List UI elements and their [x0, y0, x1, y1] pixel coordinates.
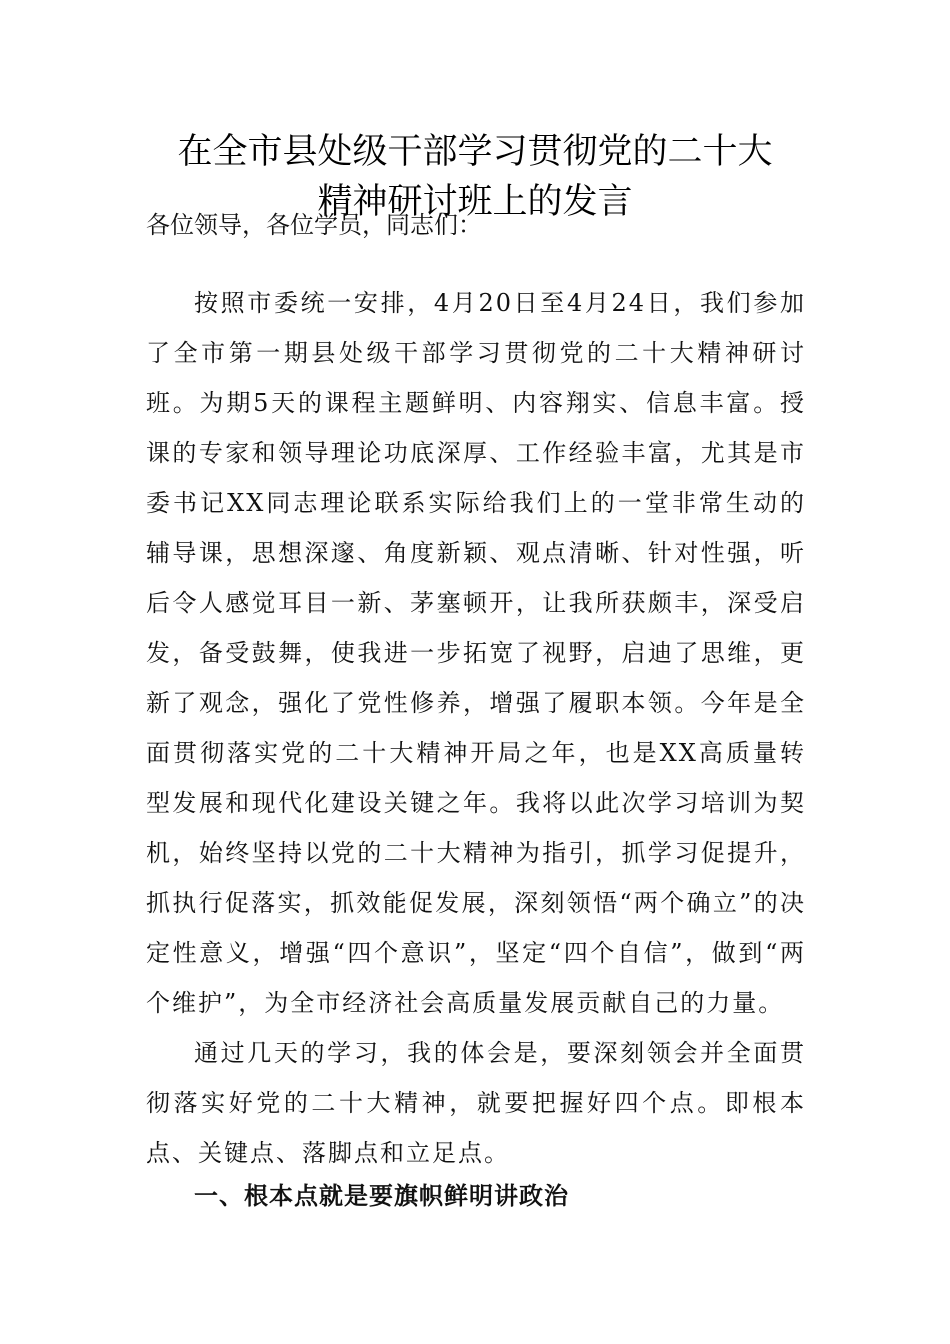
paragraph-1: 按照市委统一安排，4月20日至4月24日，我们参加了全市第一期县处级干部学习贯彻党的二十大精神研讨班。为期5天的课程主题鲜明、内容翔实、信息丰富。授课的专家和领导理论功底深厚、工作经验丰富，尤其是市委书记XX同志理论联系实际给我们上的一堂非常生动的辅导课，思想深邃、角度新颖、观点清晰、针对性强，听后令人感觉耳目一新、茅塞顿开，让我所获颇丰，深受启发，备受鼓舞，使我进一步拓宽了视野，启迪了思维，更新了观念，强化了党性修养，增强了履职本领。今年是全面贯彻落实党的二十大精神开局之年，也是XX高质量转型发展和现代化建设关键之年。我将以此次学习培训为契机，始终坚持以党的二十大精神为指引，抓学习促提升，抓执行促落实，抓效能促发展，深刻领悟“两个确立”的决定性意义，增强“四个意识”，坚定“四个自信”，做到“两个维护”，为全市经济社会高质量发展贡献自己的力量。: [146, 289, 806, 1017]
document-title-line-2: 精神研讨班上的发言: [317, 182, 633, 222]
section-heading: 一、根本点就是要旗帜鲜明讲政治: [194, 1182, 569, 1210]
document-title-line-1: 在全市县处级干部学习贯彻党的二十大: [177, 132, 773, 172]
paragraph-2: 通过几天的学习，我的体会是，要深刻领会并全面贯彻落实好党的二十大精神，就要把握好四个点。即根本点、关键点、落脚点和立足点。: [146, 1039, 806, 1167]
salutation: 各位领导，各位学员，同志们：: [146, 211, 482, 239]
